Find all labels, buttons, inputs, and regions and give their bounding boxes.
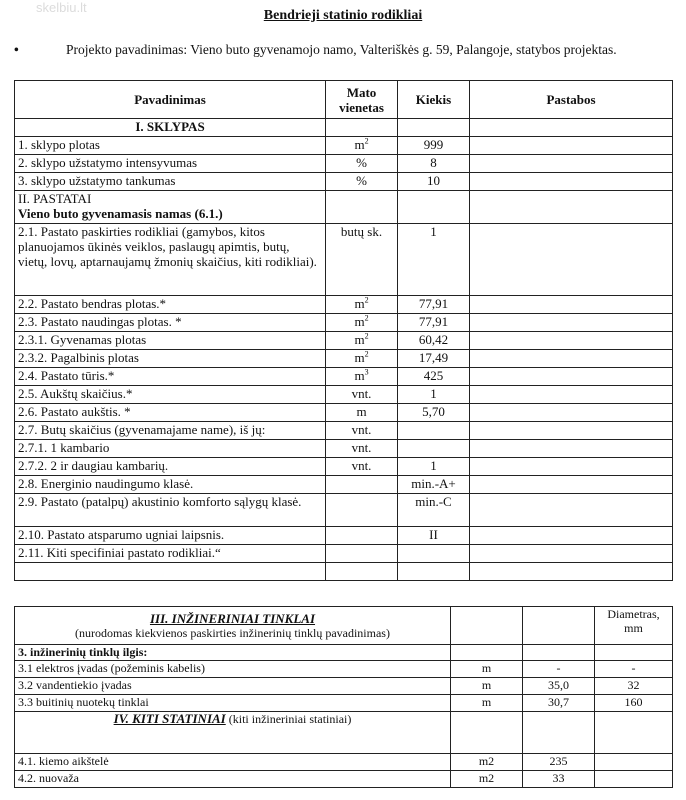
section-cell [15,712,451,754]
row-unit: $m^2$ [326,314,398,332]
row-qty: 77,91 [398,314,470,332]
row-notes [470,173,673,191]
row-unit: m [326,404,398,422]
row-notes [470,527,673,545]
subsection-row [15,645,673,661]
table-row [15,494,673,527]
row-notes [470,314,673,332]
row-qty: 1 [398,386,470,404]
row-qty [398,440,470,458]
table-row [15,155,673,173]
row-name: 4.2. nuovaža [15,771,451,788]
row-qty: 33 [523,771,595,788]
bullet: • [14,42,19,57]
row-unit: butų sk. [326,224,398,296]
row-unit [326,476,398,494]
table-row [15,476,673,494]
row-notes [470,296,673,314]
table-row [15,754,673,771]
row-notes [470,155,673,173]
row-name: 3. sklypo užstatymo tankumas [15,173,326,191]
table-row [15,350,673,368]
section-row [15,607,673,645]
row-name: 1. sklypo plotas [15,137,326,155]
row-qty: min.-C [398,494,470,527]
row-notes [470,368,673,386]
row-name: 2.7. Butų skaičius (gyvenamajame name), iš jų: [15,422,326,440]
table-row [15,296,673,314]
row-name: 3.3 buitinių nuotekų tinklai [15,695,451,712]
section-row [15,119,673,137]
row-qty: 999 [398,137,470,155]
row-qty: II [398,527,470,545]
row-qty [398,422,470,440]
row-unit: vnt. [326,458,398,476]
row-name: 2.11. Kiti specifiniai pastato rodikliai.“ [15,545,326,563]
table-row [15,332,673,350]
row-unit: $m^2$ [326,332,398,350]
row-unit: m [451,678,523,695]
row-unit [326,527,398,545]
diam-header: Diametras, mm [595,607,673,645]
row-qty: 425 [398,368,470,386]
subsection-title: 3. inžinerinių tinklų ilgis: [15,645,451,661]
row-notes [470,137,673,155]
section-row [15,712,673,754]
row-qty: 30,7 [523,695,595,712]
header-notes: Pastabos [470,81,673,119]
row-diam: 160 [595,695,673,712]
project-line [14,42,674,58]
row-unit: $m^3$ [326,368,398,386]
row-name: 2.8. Energinio naudingumo klasė. [15,476,326,494]
table-row [15,545,673,563]
section-title: I. SKLYPAS [15,119,326,137]
row-qty: 17,49 [398,350,470,368]
table-row [15,386,673,404]
row-name: 4.1. kiemo aikštelė [15,754,451,771]
row-notes [470,458,673,476]
row-unit [326,545,398,563]
row-notes [470,386,673,404]
row-name: 2.1. Pastato paskirties rodikliai (gamybos, kitos planuojamos ūkinės veiklos, paslaugų apimtis, butų, vietų, lovų, aptarnaujamų žmonių skaičius, kiti rodikliai). [15,224,326,296]
table-row [15,527,673,545]
table-row [15,224,673,296]
row-qty: - [523,661,595,678]
table-row [15,440,673,458]
row-diam [595,771,673,788]
table-row [15,137,673,155]
row-name: 2. sklypo užstatymo intensyvumas [15,155,326,173]
section-cell [15,191,326,224]
row-qty: 8 [398,155,470,173]
row-unit: $m^2$ [326,137,398,155]
row-notes [470,350,673,368]
section-row [15,191,673,224]
empty-row [15,563,673,581]
header-qty: Kiekis [398,81,470,119]
row-name: 2.9. Pastato (patalpų) akustinio komforto sąlygų klasė. [15,494,326,527]
indicators-table [14,80,673,581]
row-qty: 60,42 [398,332,470,350]
row-unit: $m^2$ [326,350,398,368]
document-title: Bendrieji statinio rodikliai [263,8,423,23]
section-title: II. PASTATAI [18,191,92,206]
row-qty: 77,91 [398,296,470,314]
table-row [15,678,673,695]
header-name: Pavadinimas [15,81,326,119]
project-name: Projekto pavadinimas: Vieno buto gyvenamojo namo, Valteriškės g. 59, Palangoje, statybos projektas. [66,42,617,57]
row-name: 3.2 vandentiekio įvadas [15,678,451,695]
row-unit: m2 [451,754,523,771]
section-note: (nurodomas kiekvienos paskirties inžinerinių tinklų pavadinimas) [75,625,390,640]
row-qty: min.-A+ [398,476,470,494]
table-row [15,695,673,712]
row-unit: % [326,155,398,173]
row-name: 2.4. Pastato tūris.* [15,368,326,386]
row-notes [470,404,673,422]
networks-table [14,606,673,788]
row-qty: 5,70 [398,404,470,422]
row-name: 2.2. Pastato bendras plotas.* [15,296,326,314]
table-row [15,404,673,422]
section-note: (kiti inžineriniai statiniai) [228,712,352,726]
row-name: 2.10. Pastato atsparumo ugniai laipsnis. [15,527,326,545]
row-qty [398,545,470,563]
row-name: 2.6. Pastato aukštis. * [15,404,326,422]
row-unit: m [451,661,523,678]
row-name: 2.3. Pastato naudingas plotas. * [15,314,326,332]
row-notes [470,476,673,494]
row-name: 3.1 elektros įvadas (požeminis kabelis) [15,661,451,678]
row-qty: 235 [523,754,595,771]
row-notes [470,332,673,350]
row-diam [595,754,673,771]
header-unit: Mato vienetas [326,81,398,119]
row-unit: m2 [451,771,523,788]
table-header-row [15,81,673,119]
row-unit: vnt. [326,440,398,458]
row-unit: $m^2$ [326,296,398,314]
table-row [15,314,673,332]
row-unit: vnt. [326,386,398,404]
section-cell [15,607,451,645]
row-unit: m [451,695,523,712]
row-name: 2.3.2. Pagalbinis plotas [15,350,326,368]
table-row [15,458,673,476]
subsection-title: Vieno buto gyvenamasis namas (6.1.) [18,206,223,221]
row-name: 2.7.1. 1 kambario [15,440,326,458]
row-qty: 35,0 [523,678,595,695]
row-name: 2.7.2. 2 ir daugiau kambarių. [15,458,326,476]
row-notes [470,440,673,458]
table-row [15,368,673,386]
row-qty: 10 [398,173,470,191]
table-row [15,422,673,440]
row-notes [470,422,673,440]
row-diam: - [595,661,673,678]
watermark: skelbiu.lt [36,0,87,15]
table-row [15,771,673,788]
row-unit: % [326,173,398,191]
section-title: III. INŽINERINIAI TINKLAI [149,610,316,626]
table-row [15,173,673,191]
row-name: 2.5. Aukštų skaičius.* [15,386,326,404]
row-unit: vnt. [326,422,398,440]
row-diam: 32 [595,678,673,695]
row-notes [470,545,673,563]
row-name: 2.3.1. Gyvenamas plotas [15,332,326,350]
row-qty: 1 [398,458,470,476]
row-qty: 1 [398,224,470,296]
section-title: IV. KITI STATINIAI [113,711,226,726]
table-row [15,661,673,678]
